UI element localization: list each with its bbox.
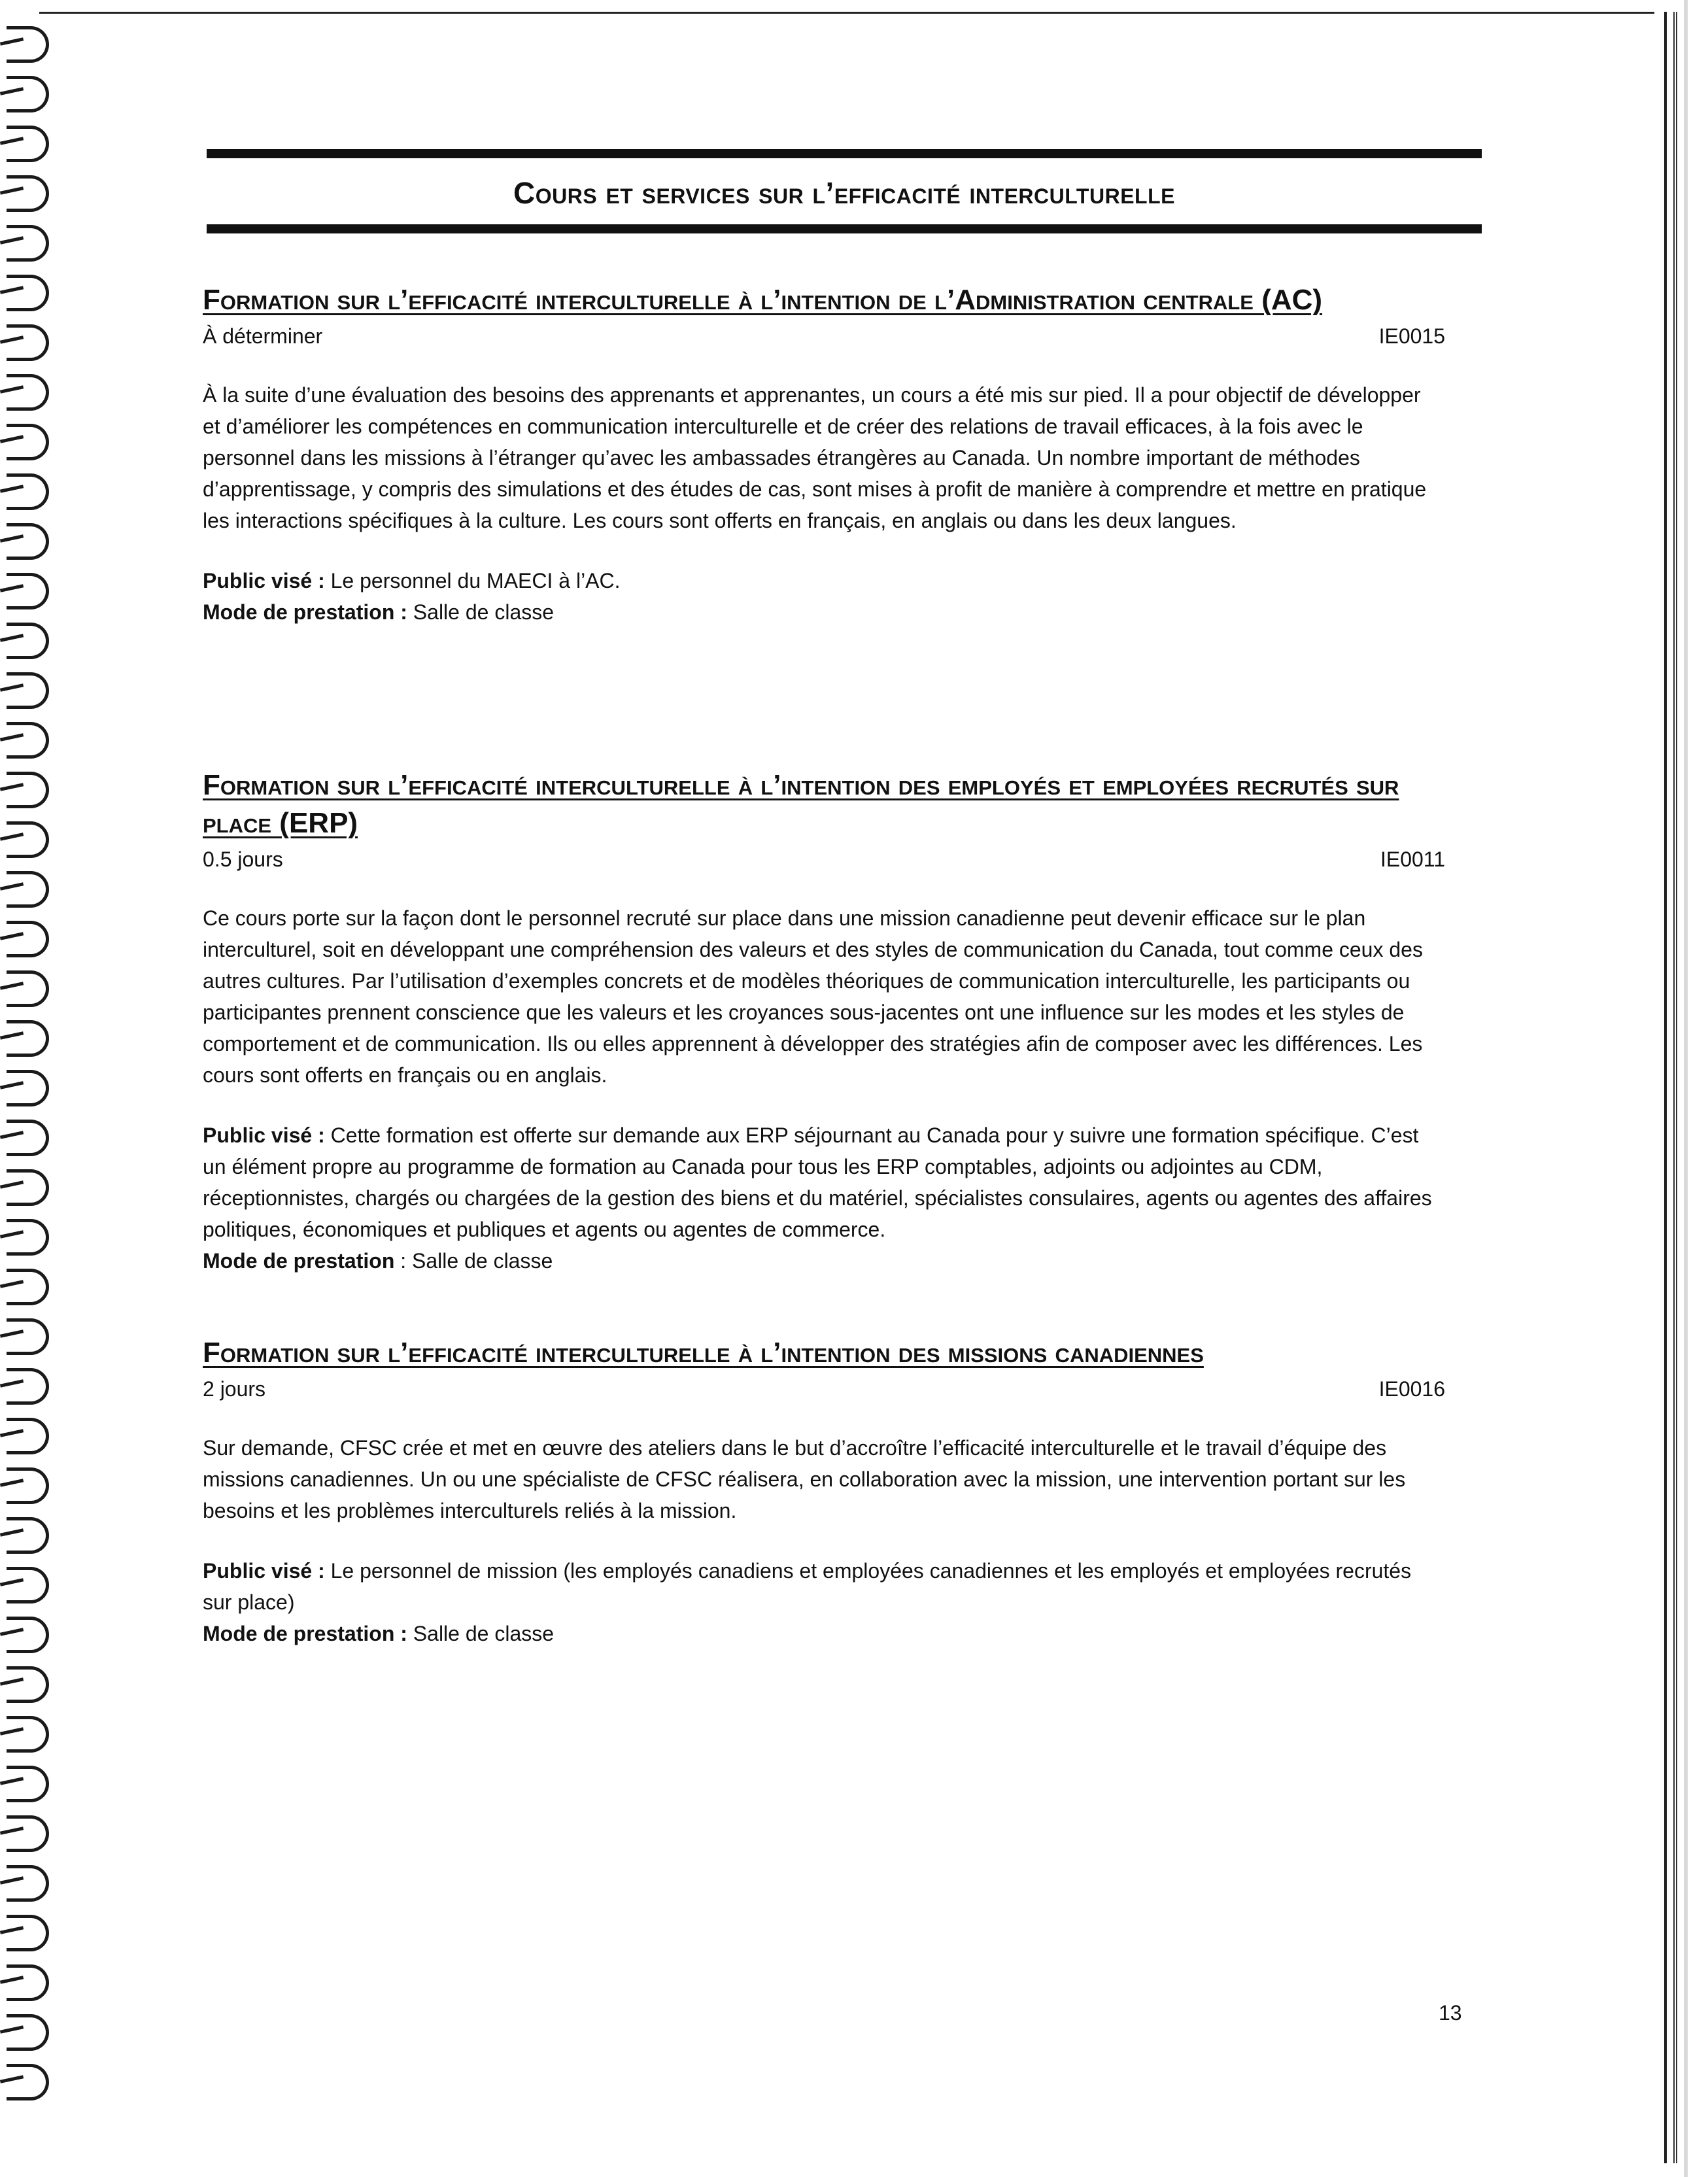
binding-ring (7, 1120, 49, 1156)
course-duration: 0.5 jours (203, 848, 283, 871)
binding-ring (7, 1169, 49, 1206)
binding-ring (7, 1070, 49, 1106)
section-title: Formation sur l’efficacité interculturelle à l’intention des employés et employées recrutés sur place (ERP) (203, 769, 1399, 839)
binding-ring (7, 1865, 49, 1902)
binding-ring (7, 1815, 49, 1852)
course-meta (203, 845, 1445, 874)
spiral-binding (0, 26, 59, 2158)
binding-ring (7, 424, 49, 460)
binding-ring (7, 1964, 49, 2001)
course-meta (203, 1375, 1445, 1403)
binding-ring (7, 2014, 49, 2051)
binding-ring (7, 1467, 49, 1504)
section-title: Formation sur l’efficacité interculturelle à l’intention des missions canadiennes (203, 1337, 1204, 1369)
binding-ring (7, 374, 49, 411)
delivery-value: : Salle de classe (400, 1249, 553, 1273)
binding-ring (7, 175, 49, 212)
binding-ring (7, 573, 49, 609)
course-section-erp (203, 766, 1445, 1277)
binding-ring (7, 324, 49, 361)
binding-ring (7, 672, 49, 709)
course-code: IE0011 (1380, 848, 1445, 871)
binding-ring (7, 1517, 49, 1554)
audience-label: Public visé : (203, 569, 325, 592)
course-details (203, 565, 1445, 628)
audience-row (203, 565, 1445, 596)
audience-label: Public visé : (203, 1123, 325, 1147)
binding-ring (7, 871, 49, 908)
binding-ring (7, 970, 49, 1007)
banner-bottom-rule (207, 224, 1482, 233)
binding-ring (7, 1269, 49, 1305)
course-details (203, 1555, 1445, 1649)
section-title: Formation sur l’efficacité interculturelle à l’intention de l’Administration centrale (AC) (203, 284, 1323, 316)
delivery-value: Salle de classe (413, 1622, 555, 1645)
binding-ring (7, 126, 49, 162)
course-section-missions (203, 1334, 1445, 1649)
binding-ring (7, 26, 49, 63)
course-code: IE0015 (1378, 324, 1445, 348)
audience-value: Le personnel du MAECI à l’AC. (330, 569, 621, 592)
delivery-row (203, 1618, 1445, 1649)
course-details (203, 1120, 1445, 1277)
course-code: IE0016 (1378, 1377, 1445, 1401)
course-description: Sur demande, CFSC crée et met en œuvre des ateliers dans le but d’accroître l’efficacité interculturelle et le travail d’équipe des missions canadiennes. Un ou une spécialiste de CFSC réalisera, en collaboration avec la mission, une intervention portant sur les besoins et les problèmes interculturels reliés à la mission. (203, 1436, 1406, 1522)
binding-ring (7, 1716, 49, 1753)
binding-ring (7, 1617, 49, 1653)
binding-ring (7, 76, 49, 112)
binding-ring (7, 921, 49, 957)
binding-ring (7, 523, 49, 560)
binding-ring (7, 1418, 49, 1454)
page-number: 13 (1439, 2001, 1462, 2025)
binding-ring (7, 722, 49, 759)
course-meta (203, 322, 1445, 351)
binding-ring (7, 1915, 49, 1951)
page-right-edge (1664, 12, 1677, 2163)
audience-row (203, 1120, 1445, 1245)
audience-row (203, 1555, 1432, 1618)
binding-ring (7, 1567, 49, 1603)
delivery-row (203, 1245, 1445, 1277)
binding-ring (7, 275, 49, 311)
binding-ring (7, 772, 49, 808)
binding-ring (7, 821, 49, 858)
delivery-label: Mode de prestation : (203, 1622, 407, 1645)
course-duration: 2 jours (203, 1377, 266, 1401)
page-title: Cours et services sur l’efficacité interculturelle (513, 176, 1175, 210)
page-right-shadow (1684, 0, 1688, 2177)
binding-ring (7, 1219, 49, 1256)
page-top-edge (39, 12, 1654, 14)
binding-ring (7, 225, 49, 262)
audience-value: Le personnel de mission (les employés canadiens et employées canadiennes et les employés et employées recrutés sur place) (203, 1559, 1412, 1614)
page-banner (207, 149, 1482, 233)
binding-ring (7, 2064, 49, 2100)
delivery-label: Mode de prestation : (203, 600, 407, 624)
audience-value: Cette formation est offerte sur demande aux ERP séjournant au Canada pour y suivre une formation spécifique. C’est un élément propre au programme de formation au Canada pour tous les ERP comptables, adjoints ou adjointes au CDM, réceptionnistes, chargés ou chargées de la gestion des biens et du matériel, spécialistes consulaires, agents ou agentes des affaires politiques, économiques et publiques et agents ou agentes de commerce. (203, 1123, 1432, 1241)
audience-label: Public visé : (203, 1559, 325, 1583)
course-description: À la suite d’une évaluation des besoins des apprenants et apprenantes, un cours a été mis sur pied. Il a pour objectif de développer et d’améliorer les compétences en communication interculturelle et de créer des relations de travail efficaces, à la fois avec le personnel dans les missions à l’étranger qu’avec les ambassades étrangères au Canada. Un nombre important de méthodes d’apprentissage, y compris des simulations et des études de cas, sont mises à profit de manière à comprendre et mettre en pratique les interactions spécifiques à la culture. Les cours sont offerts en français, en anglais ou dans les deux langues. (203, 383, 1427, 532)
delivery-label: Mode de prestation (203, 1249, 395, 1273)
banner-top-rule (207, 149, 1482, 158)
binding-ring (7, 473, 49, 510)
binding-ring (7, 1666, 49, 1703)
delivery-row (203, 596, 1445, 628)
binding-ring (7, 1318, 49, 1355)
binding-ring (7, 1020, 49, 1057)
course-description: Ce cours porte sur la façon dont le personnel recruté sur place dans une mission canadienne peut devenir efficace sur le plan interculturel, soit en développant une compréhension des valeurs et des styles de communication du Canada, tout comme ceux des autres cultures. Par l’utilisation d’exemples concrets et de modèles théoriques de communication interculturelle, les participants ou participantes prennent conscience que les valeurs et les croyances sous-jacentes ont une influence sur les modes et les styles de comportement et de communication. Ils ou elles apprennent à développer des stratégies afin de composer avec les différences. Les cours sont offerts en français ou en anglais. (203, 906, 1423, 1087)
binding-ring (7, 1368, 49, 1405)
course-section-ac (203, 281, 1445, 628)
delivery-value: Salle de classe (413, 600, 555, 624)
binding-ring (7, 1766, 49, 1802)
course-duration: À déterminer (203, 324, 323, 348)
binding-ring (7, 623, 49, 659)
